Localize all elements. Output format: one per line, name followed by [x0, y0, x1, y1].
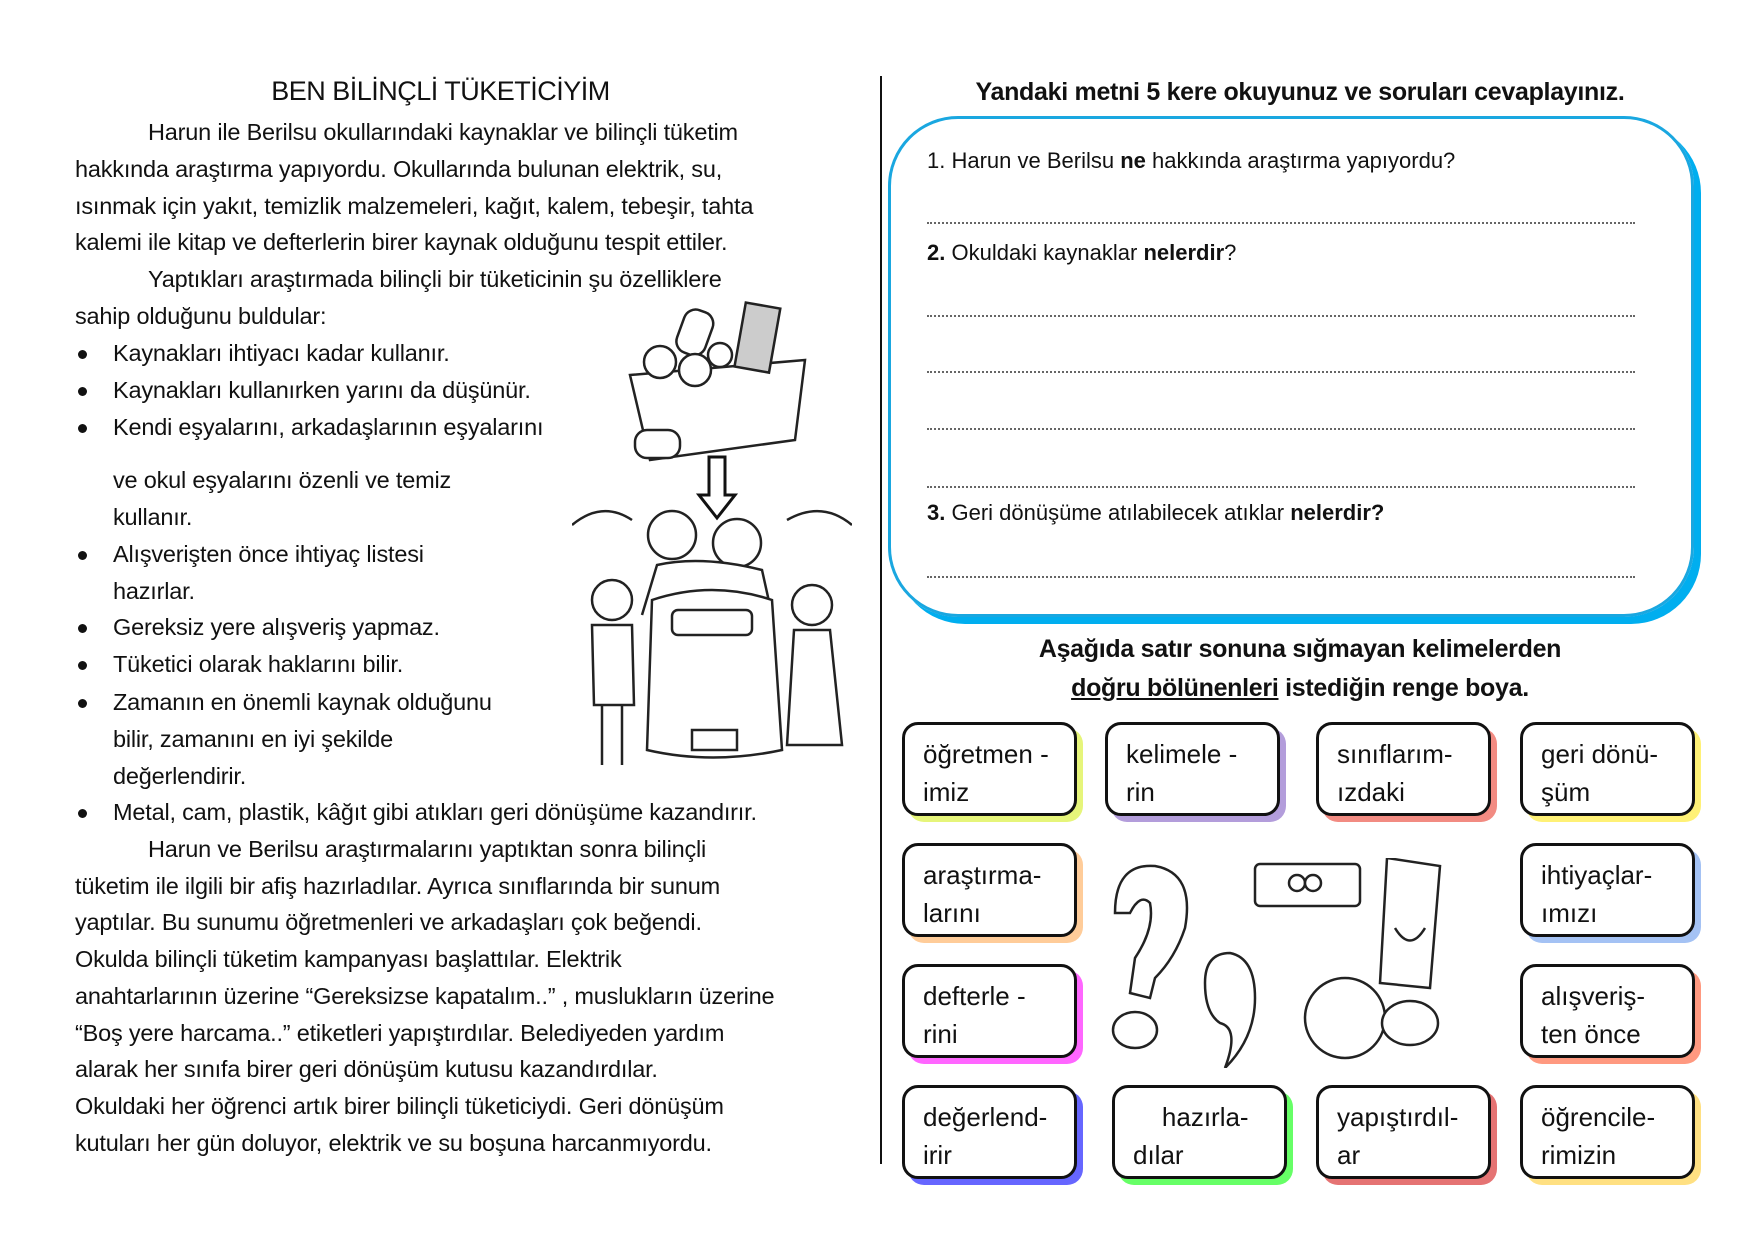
question-emphasis: nelerdir? [1290, 500, 1385, 525]
word-card-line2: irir [923, 1140, 952, 1170]
word-card-line2: ızdaki [1337, 777, 1405, 807]
text-line: yaptılar. Bu sunumu öğretmenleri ve arkadaşları çok beğendi. [75, 909, 702, 935]
bullet-icon [78, 424, 87, 433]
word-card[interactable] [1316, 722, 1491, 816]
task-rest: istediğin renge boya. [1278, 674, 1529, 702]
question-emphasis: nelerdir [1143, 240, 1225, 265]
word-card-line2: imiz [923, 777, 970, 807]
text-line: kullanır. [113, 504, 193, 530]
task-underlined: doğru bölünenleri [1071, 674, 1279, 702]
answer-line[interactable] [927, 371, 1635, 373]
word-card[interactable] [902, 964, 1077, 1058]
questions-box [888, 116, 1694, 617]
bullet-item-text: Kaynakları kullanırken yarını da düşünür. [113, 377, 531, 403]
word-card-line1: değerlend- [923, 1102, 1048, 1132]
question-1 [927, 148, 1455, 174]
bullet-item-text: Metal, cam, plastik, kâğıt gibi atıkları geri dönüşüme kazandırır. [113, 799, 757, 825]
word-card[interactable] [1520, 964, 1695, 1058]
answer-line[interactable] [927, 576, 1635, 578]
word-card-line2: rini [923, 1019, 958, 1049]
bullet-icon [78, 809, 87, 818]
word-card-line1: araştırma- [923, 860, 1042, 890]
text-line: ısınmak için yakıt, temizlik malzemeleri, kağıt, kalem, tebeşir, tahta [75, 193, 754, 219]
text-line: değerlendirir. [113, 763, 247, 789]
bullet-item-text: Zamanın en önemli kaynak olduğunu [113, 689, 492, 715]
question-text: ? [1224, 240, 1237, 265]
word-card[interactable] [1520, 1085, 1695, 1179]
bullet-icon [78, 624, 87, 633]
text-line: ve okul eşyalarını özenli ve temiz [113, 467, 452, 493]
bullet-item-text: Tüketici olarak haklarını bilir. [113, 651, 404, 677]
question-text: Geri dönüşüme atılabilecek atıklar [945, 500, 1291, 525]
text-line: bilir, zamanını en iyi şekilde [113, 726, 394, 752]
recycling-bin-illustration [620, 300, 820, 465]
worksheet-title: BEN BİLİNÇLİ TÜKETİCİYİM [271, 76, 610, 106]
task-instruction-line2 [890, 674, 1710, 703]
word-card-line1: defterle - [923, 981, 1026, 1011]
text-line: Okulda bilinçli tüketim kampanyası başlattılar. Elektrik [75, 946, 622, 972]
bullet-icon [78, 699, 87, 708]
word-card-line2: ar [1337, 1140, 1361, 1170]
question-text: hakkında araştırma yapıyordu? [1145, 148, 1456, 173]
word-card-line1: öğrencile- [1541, 1102, 1656, 1132]
word-card[interactable] [1105, 722, 1280, 816]
question-3 [927, 500, 1384, 526]
word-card-line2: ımızı [1541, 898, 1598, 928]
text-line: kalemi ile kitap ve defterlerin birer kaynak olduğunu tespit ettiler. [75, 229, 728, 255]
bullet-item-text: Kaynakları ihtiyacı kadar kullanır. [113, 340, 450, 366]
text-line: Harun ile Berilsu okullarındaki kaynaklar ve bilinçli tüketim [148, 119, 738, 145]
period-character [1305, 978, 1385, 1058]
question-2 [927, 240, 1236, 266]
question-number: 2. [927, 240, 946, 265]
word-card[interactable] [902, 843, 1077, 937]
text-line: kutuları her gün doluyor, elektrik ve su boşuna harcanmıyordu. [75, 1130, 712, 1156]
family-recycling-illustration [572, 505, 852, 780]
word-card[interactable] [1520, 843, 1695, 937]
bullet-icon [78, 661, 87, 670]
text-line: anahtarlarının üzerine “Gereksizse kapatalım..” , muslukların üzerine [75, 983, 775, 1009]
word-card-line1: hazırla- [1133, 1102, 1249, 1132]
bullet-item-text: Gereksiz yere alışveriş yapmaz. [113, 614, 440, 640]
text-line: alarak her sınıfa birer geri dönüşüm kutusu kazandırdılar. [75, 1056, 658, 1082]
word-card[interactable] [1112, 1085, 1287, 1179]
word-card-line1: geri dönü- [1541, 739, 1659, 769]
word-card-line2: rin [1126, 777, 1155, 807]
answer-line[interactable] [927, 486, 1635, 488]
task-instruction-line1: Aşağıda satır sonuna sığmayan kelimelerden [1038, 635, 1562, 663]
comma-character [1205, 953, 1255, 1068]
question-emphasis: ne [1120, 148, 1146, 173]
word-card-line2: larını [923, 898, 981, 928]
word-card-line1: ihtiyaçlar- [1541, 860, 1653, 890]
word-card[interactable] [902, 722, 1077, 816]
instruction-heading: Yandaki metni 5 kere okuyunuz ve soruları cevaplayınız. [975, 78, 1625, 106]
question-number: 3. [927, 500, 946, 525]
text-line: hakkında araştırma yapıyordu. Okullarında bulunan elektrik, su, [75, 156, 723, 182]
bullet-item-text: Kendi eşyalarını, arkadaşlarının eşyalarını [113, 414, 544, 440]
text-line: hazırlar. [113, 578, 195, 604]
word-card-line1: kelimele - [1126, 739, 1238, 769]
text-line: Yaptıkları araştırmada bilinçli bir tüketicinin şu özelliklere [148, 266, 722, 292]
text-line: tüketim ile ilgili bir afiş hazırladılar. Ayrıca sınıflarında bir sunum [75, 873, 720, 899]
text-line: Harun ve Berilsu araştırmalarını yaptıktan sonra bilinçli [148, 836, 707, 862]
word-card[interactable] [1316, 1085, 1491, 1179]
question-text: Harun ve Berilsu [945, 148, 1121, 173]
answer-line[interactable] [927, 315, 1635, 317]
text-line: “Boş yere harcama..” etiketleri yapıştırdılar. Belediyeden yardım [75, 1020, 725, 1046]
answer-line[interactable] [927, 222, 1635, 224]
bullet-icon [78, 551, 87, 560]
word-card-line2: dılar [1133, 1140, 1184, 1170]
word-card-line1: öğretmen - [923, 739, 1049, 769]
bullet-icon [78, 387, 87, 396]
word-card-line2: ten önce [1541, 1019, 1641, 1049]
text-line: sahip olduğunu buldular: [75, 303, 327, 329]
word-card-line2: şüm [1541, 777, 1591, 807]
answer-line[interactable] [927, 428, 1635, 430]
question-text: Okuldaki kaynaklar [945, 240, 1144, 265]
word-card-line1: alışveriş- [1541, 981, 1646, 1011]
exclamation-character [1380, 858, 1440, 988]
bullet-icon [78, 350, 87, 359]
bullet-item-text: Alışverişten önce ihtiyaç listesi [113, 541, 424, 567]
word-card[interactable] [1520, 722, 1695, 816]
punctuation-characters-illustration [1095, 858, 1515, 1068]
word-card[interactable] [902, 1085, 1077, 1179]
word-card-line1: yapıştırdıl- [1337, 1102, 1459, 1132]
text-line: Okuldaki her öğrenci artık birer bilinçli tüketiciydi. Geri dönüşüm [75, 1093, 724, 1119]
column-divider [880, 76, 882, 1164]
question-number: 1. [927, 148, 946, 173]
word-card-line2: rimizin [1541, 1140, 1617, 1170]
word-card-line1: sınıflarım- [1337, 739, 1453, 769]
question-mark-character [1115, 866, 1187, 998]
